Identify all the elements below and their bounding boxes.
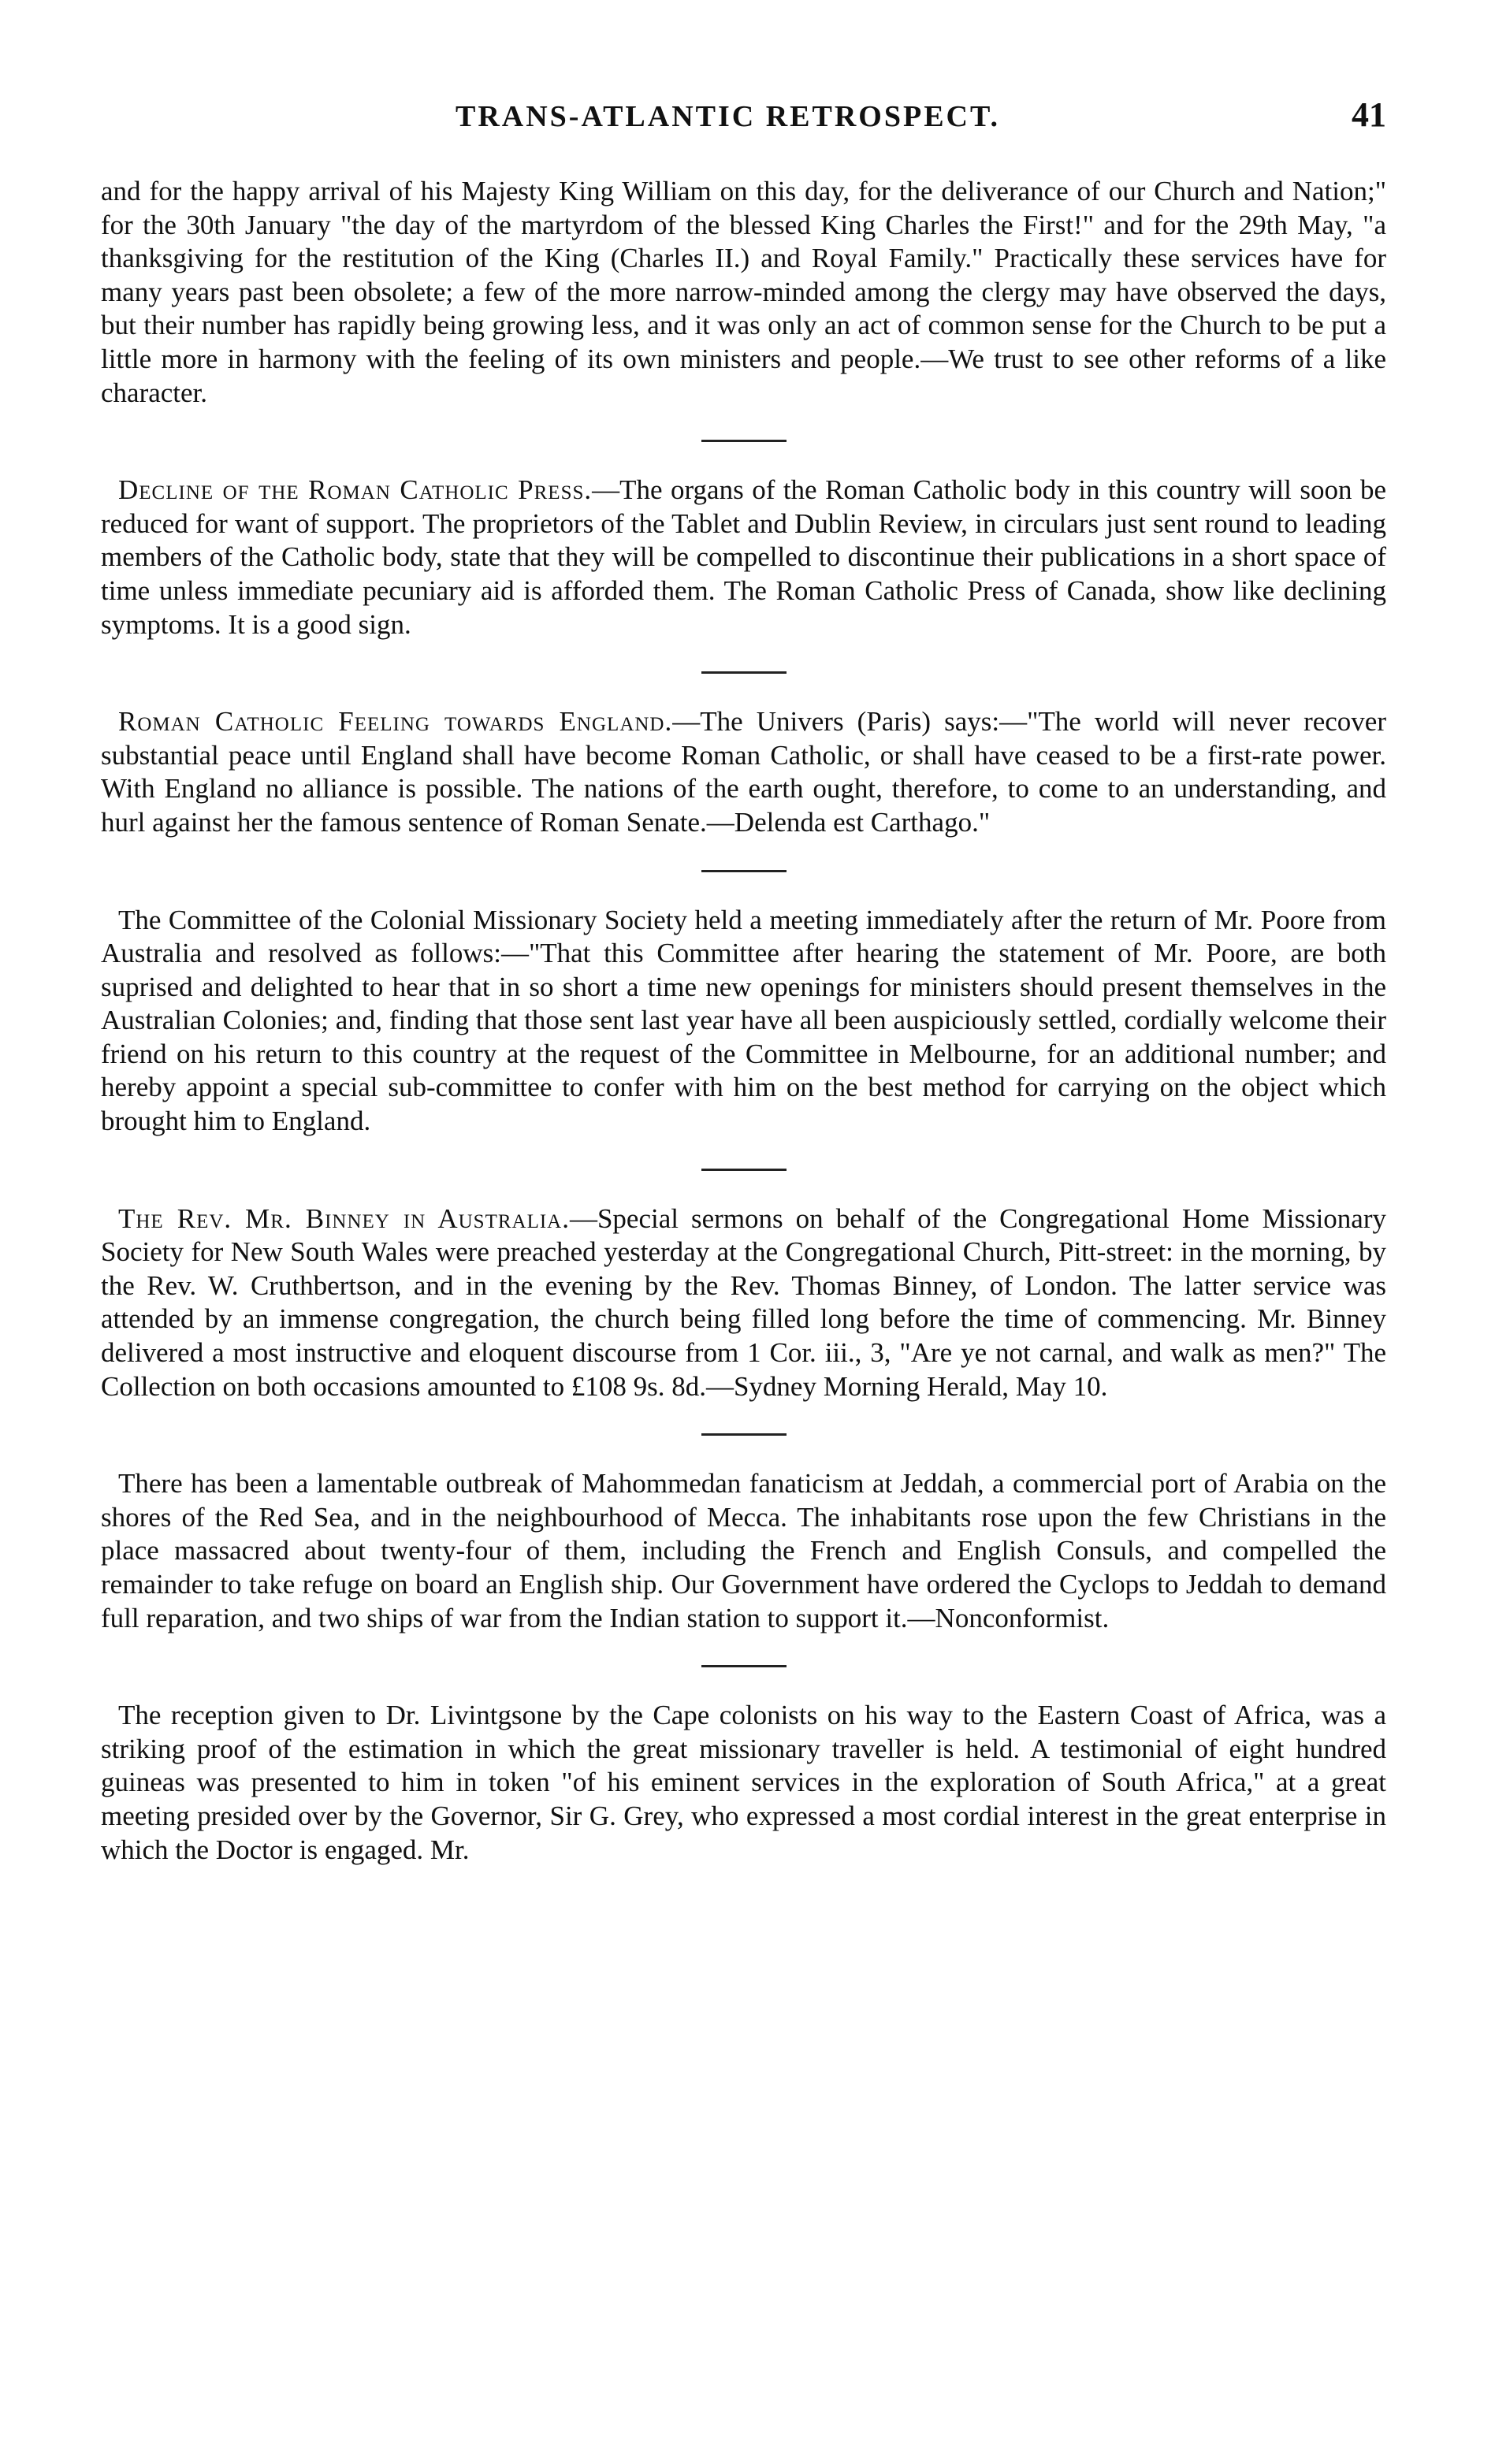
paragraph-3-heading: Roman Catholic Feeling towards England. [118, 706, 673, 738]
section-divider [701, 1665, 787, 1667]
paragraph-1 [101, 175, 1386, 410]
section-divider [701, 1433, 787, 1436]
paragraph-2 [101, 474, 1386, 641]
running-title: TRANS-ATLANTIC RETROSPECT. [456, 100, 1001, 133]
paragraph-6-text: There has been a lamentable outbreak of Mahommedan fanaticism at Jeddah, a commercial port of Arabia on the shores of the Red Sea, and in the neighbourhood of Mecca. The inhabitants rose upon the few Christians in the place massacred about twenty-four of them, including the French and English Consuls, and compelled the remainder to take refuge on board an English ship. Our Government have ordered the Cyclops to Jeddah to demand full reparation, and two ships of war from the Indian station to support it.—Nonconformist. [101, 1468, 1386, 1633]
paragraph-5-text: —Special sermons on behalf of the Congregational Home Missionary Society for New South Wales were preached yesterday at the Congregational Church, Pitt-street: in the morning, by the Rev. W. Cruthbertson, and in the evening by the Rev. Thomas Binney, of London. The latter service was attended by an immense congregation, the church being filled long before the time of commencing. Mr. Binney delivered a most instructive and eloquent discourse from 1 Cor. iii., 3, "Are ye not carnal, and walk as men?" The Collection on both occasions amounted to £108 9s. 8d.—Sydney Morning Herald, May 10. [101, 1202, 1386, 1402]
paragraph-6 [101, 1467, 1386, 1635]
paragraph-2-heading: Decline of the Roman Catholic Press. [118, 474, 593, 506]
page-number: 41 [1352, 95, 1386, 134]
paragraph-5 [101, 1202, 1386, 1404]
paragraph-3-text: —The Univers (Paris) says:—"The world will never recover substantial peace until England shall have become Roman Catholic, or shall have ceased to be a first-rate power. With England no alliance is possible. The nations of the earth ought, therefore, to come to an understanding, and hurl against her the famous sentence of Roman Senate.—Delenda est Carthago." [101, 706, 1386, 838]
section-divider [701, 870, 787, 872]
section-divider [701, 1169, 787, 1171]
paragraph-7-text: The reception given to Dr. Livintgsone by the Cape colonists on his way to the Eastern Coast of Africa, was a striking proof of the estimation in which the great missionary traveller is held. A testimonial of eight hundred guineas was presented to him in token "of his eminent services in the exploration of South Africa," at a great meeting presided over by the Governor, Sir G. Grey, who expressed a most cordial interest in the great enterprise in which the Doctor is engaged. Mr. [101, 1700, 1386, 1865]
paragraph-4 [101, 904, 1386, 1139]
paragraph-5-heading: The Rev. Mr. Binney in Australia. [118, 1202, 570, 1234]
section-divider [701, 440, 787, 442]
paragraph-4-text: The Committee of the Colonial Missionary Society held a meeting immediately after the return of Mr. Poore from Australia and resolved as follows:—"That this Committee after hearing the statement of Mr. Poore, are both suprised and delighted to hear that in so short a time new openings for ministers should present themselves in the Australian Colonies; and, finding that those sent last year have all been auspiciously settled, cordially welcome their friend on his return to this country at the request of the Committee in Melbourne, for an additional number; and hereby appoint a special sub-committee to confer with him on the best method for carrying on the object which brought him to England. [101, 904, 1386, 1137]
paragraph-7 [101, 1699, 1386, 1867]
paragraph-1-text: and for the happy arrival of his Majesty King William on this day, for the deliverance of our Church and Nation;" for the 30th January "the day of the martyrdom of the blessed King Charles the First!" and for the 29th May, "a thanksgiving for the restitution of the King (Charles II.) and Royal Family." Practically these services have for many years past been obsolete; a few of the more narrow-minded among the clergy may have observed the days, but their number has rapidly being growing less, and it was only an act of common sense for the Church to be put a little more in harmony with the feeling of its own ministers and people.—We trust to see other reforms of a like character. [101, 176, 1386, 408]
section-divider [701, 671, 787, 674]
paragraph-3 [101, 705, 1386, 839]
paragraph-2-text: —The organs of the Roman Catholic body in this country will soon be reduced for want of support. The proprietors of the Tablet and Dublin Review, in circulars just sent round to leading members of the Catholic body, state that they will be compelled to discontinue their publications in a short space of time unless immediate pecuniary aid is afforded them. The Roman Catholic Press of Canada, show like declining symptoms. It is a good sign. [101, 474, 1386, 640]
running-head [101, 95, 1386, 154]
